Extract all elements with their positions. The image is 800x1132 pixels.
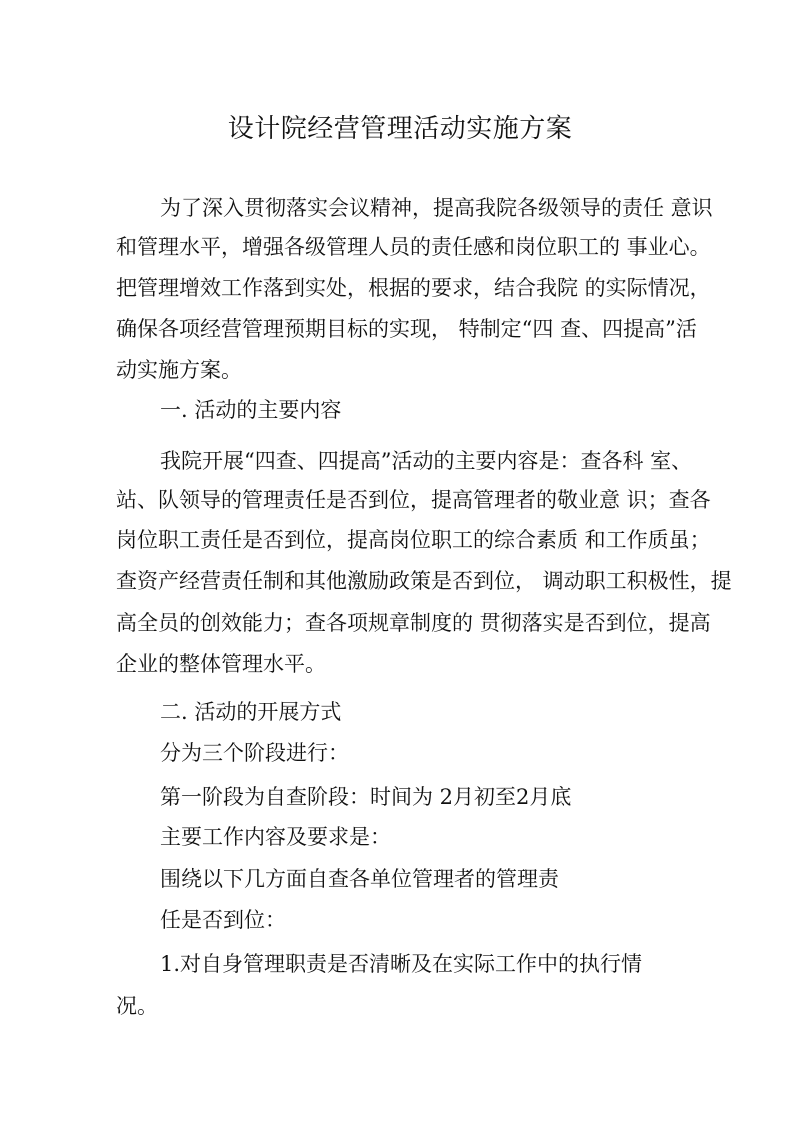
list-item: 1.对自身管理职责是否清晰及在实际工作中的执行情: [160, 952, 643, 976]
section-heading: 二. 活动的开展方式: [160, 700, 342, 724]
paragraph-line: 企业的整体管理水平。: [116, 652, 326, 676]
paragraph-line: 我院开展“四查、四提高”活动的主要内容是：查各科 室、: [160, 449, 693, 473]
document-title: 设计院经营管理活动实施方案: [227, 114, 573, 144]
paragraph-line: 确保各项经营管理预期目标的实现， 特制定“四 查、四提高”活: [116, 317, 697, 341]
paragraph-line: 况。: [116, 994, 158, 1018]
paragraph-line: 岗位职工责任是否到位，提高岗位职工的综合素质 和工作质虽；: [116, 528, 711, 552]
paragraph-line: 任是否到位：: [160, 908, 286, 932]
paragraph-line: 第一阶段为自查阶段：时间为 2月初至2月底: [160, 785, 572, 809]
paragraph-line: 把管理增效工作落到实处，根据的要求，结合我院 的实际情况，: [116, 276, 711, 300]
paragraph-line: 分为三个阶段进行：: [160, 741, 349, 765]
paragraph-line: 和管理水平，增强各级管理人员的责任感和岗位职工的 事业心。: [116, 235, 711, 259]
paragraph-line: 高全员的创效能力；查各项规章制度的 贯彻落实是否到位，提高: [116, 611, 711, 635]
paragraph-line: 查资产经营责任制和其他激励政策是否到位， 调动职工积极性，提: [116, 569, 732, 593]
paragraph-line: 主要工作内容及要求是：: [160, 825, 391, 849]
paragraph-line: 为了深入贯彻落实会议精神，提高我院各级领导的责任 意识: [160, 196, 713, 220]
paragraph-line: 围绕以下几方面自查各单位管理者的管理责: [160, 867, 559, 891]
paragraph-line: 站、队领导的管理责任是否到位，提高管理者的敬业意 识；查各: [116, 488, 711, 512]
section-heading: 一. 活动的主要内容: [160, 398, 342, 422]
paragraph-line: 动实施方案。: [116, 358, 242, 382]
